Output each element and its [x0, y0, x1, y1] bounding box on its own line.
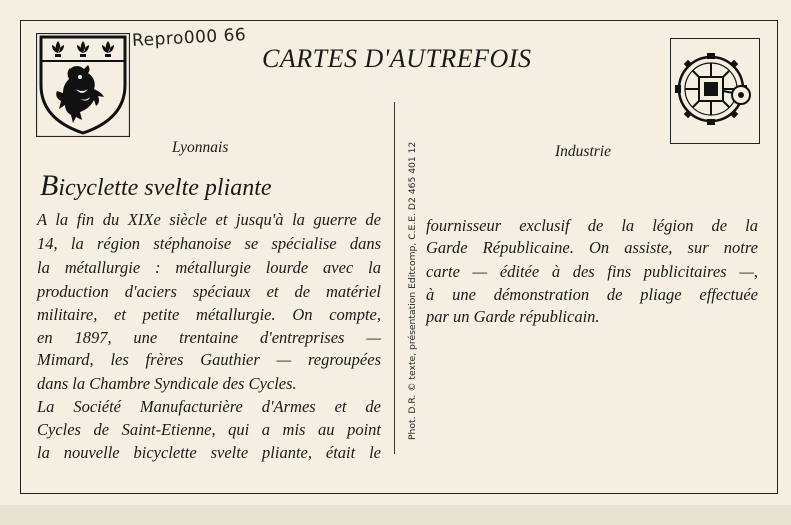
- left-text-line: la nouvelle bicyclette svelte pliante, était le: [37, 443, 381, 462]
- left-text-line: 14, la région stéphanoise se spécialise dans: [37, 234, 381, 253]
- left-text-line: Cycles de Saint-Etienne, qui a mis au point: [37, 420, 381, 439]
- left-text-line: A la fin du XIXe siècle et jusqu'à la guerre de: [37, 210, 381, 229]
- archive-reference-note: Repro000 66: [131, 25, 247, 51]
- scan-edge: [0, 505, 791, 525]
- article-title-rest: icyclette svelte pliante: [58, 175, 272, 201]
- right-text-line: fournisseur exclusif de la légion de la: [426, 216, 758, 235]
- left-text-line: militaire, et petite métallurgie. On compte,: [37, 305, 381, 324]
- left-text-line: Mimard, les frères Gauthier — regroupées: [37, 350, 381, 369]
- theme-label: Industrie: [555, 143, 611, 160]
- left-text-line: La Société Manufacturière d'Armes et de: [37, 397, 381, 416]
- article-title-initial: B: [40, 169, 59, 202]
- article-title: [40, 169, 272, 203]
- left-text-line: en 1897, une trentaine d'entreprises —: [37, 328, 381, 347]
- left-text-line: production d'aciers spéciaux et de matériel: [37, 282, 381, 301]
- right-text-line: carte — éditée à des fins publicitaires —,: [426, 262, 758, 281]
- publisher-credit: Phot. D.R. © texte, présentation Editcomp, C.E.E. D2 465 401 12: [407, 141, 418, 440]
- lyonnais-coat-of-arms-icon: [36, 33, 130, 137]
- left-text-line: dans la Chambre Syndicale des Cycles.: [37, 374, 297, 393]
- right-text-line: Garde Républicaine. On assiste, sur notre: [426, 238, 758, 257]
- right-text-line: par un Garde républicain.: [426, 307, 600, 326]
- column-divider: [394, 102, 395, 454]
- region-label: Lyonnais: [172, 139, 229, 156]
- right-text-line: à une démonstration de pliage effectuée: [426, 285, 758, 304]
- series-title: CARTES D'AUTREFOIS: [262, 44, 532, 73]
- gear-wheel-icon: [670, 38, 760, 144]
- left-text-line: la métallurgie : métallurgie lourde avec la: [37, 258, 381, 277]
